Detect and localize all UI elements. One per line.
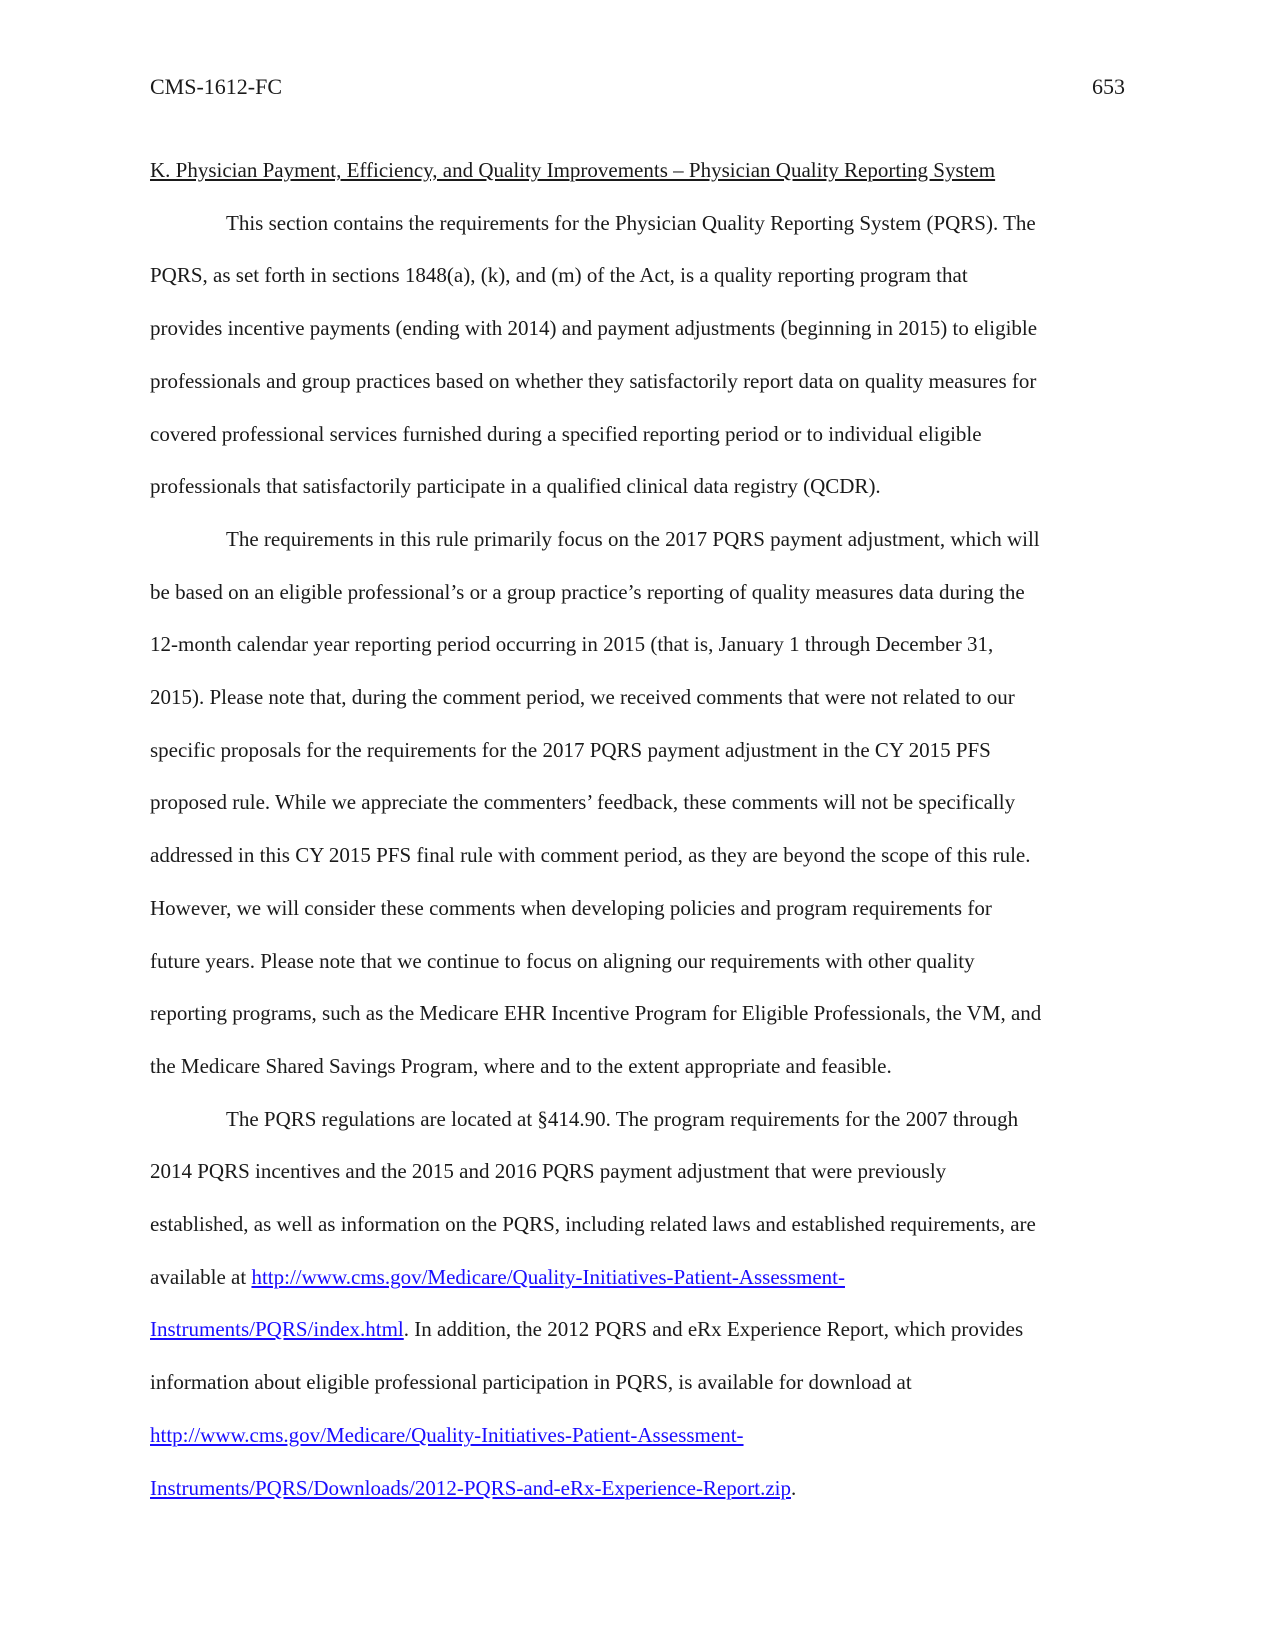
paragraph-line: established, as well as information on the PQRS, including related laws and established requirements, are xyxy=(150,1212,1036,1237)
paragraph-line: This section contains the requirements for the Physician Quality Reporting System (PQRS). The xyxy=(226,210,1036,235)
paragraph-text: . In addition, the 2012 PQRS and eRx Experience Report, which provides xyxy=(403,1317,1024,1342)
paragraph-line: addressed in this CY 2015 PFS final rule with comment period, as they are beyond the scope of this rule. xyxy=(150,843,1031,868)
paragraph-line: professionals that satisfactorily participate in a qualified clinical data registry (QCDR). xyxy=(150,474,881,499)
paragraph-line: be based on an eligible professional’s or a group practice’s reporting of quality measures data during the xyxy=(150,579,1025,604)
paragraph-line: However, we will consider these comments when developing policies and program requirements for xyxy=(150,895,992,920)
paragraph-line: PQRS, as set forth in sections 1848(a), (k), and (m) of the Act, is a quality reporting program that xyxy=(150,263,968,288)
paragraph-line xyxy=(150,1462,1125,1515)
paragraph-line: information about eligible professional participation in PQRS, is available for download at xyxy=(150,1370,912,1395)
paragraph-line: the Medicare Shared Savings Program, where and to the extent appropriate and feasible. xyxy=(150,1053,892,1078)
document-body xyxy=(150,144,1125,1514)
paragraph-line: The requirements in this rule primarily focus on the 2017 PQRS payment adjustment, which will xyxy=(226,526,1040,551)
paragraph-line: specific proposals for the requirements for the 2017 PQRS payment adjustment in the CY 2015 PFS xyxy=(150,737,991,762)
paragraph-text: . xyxy=(791,1475,797,1500)
paragraph-line xyxy=(150,1303,1125,1356)
paragraph-line: professionals and group practices based on whether they satisfactorily report data on quality measures for xyxy=(150,368,1037,393)
paragraph-line xyxy=(150,1409,1125,1462)
paragraph-line: The PQRS regulations are located at §414.90. The program requirements for the 2007 through xyxy=(226,1106,1019,1131)
paragraph-line: 2014 PQRS incentives and the 2015 and 2016 PQRS payment adjustment that were previously xyxy=(150,1159,947,1184)
page-number: 653 xyxy=(1092,74,1125,99)
section-heading: K. Physician Payment, Efficiency, and Quality Improvements – Physician Quality Reporting System xyxy=(150,158,996,182)
pqrs-index-link-part1[interactable]: http://www.cms.gov/Medicare/Quality-Initiatives-Patient-Assessment- xyxy=(251,1264,845,1289)
experience-report-link-part2[interactable]: Instruments/PQRS/Downloads/2012-PQRS-and-eRx-Experience-Report.zip xyxy=(150,1475,791,1500)
paragraph-line: future years. Please note that we continue to focus on aligning our requirements with other quality xyxy=(150,948,975,973)
paragraph-line xyxy=(150,1251,1125,1304)
paragraph-line: provides incentive payments (ending with 2014) and payment adjustments (beginning in 2015) to eligible xyxy=(150,316,1038,341)
paragraph-line: reporting programs, such as the Medicare EHR Incentive Program for Eligible Professionals, the VM, and xyxy=(150,1001,1042,1026)
paragraph-line: 12-month calendar year reporting period occurring in 2015 (that is, January 1 through December 31, xyxy=(150,632,994,657)
paragraph-line: 2015). Please note that, during the comment period, we received comments that were not related to our xyxy=(150,685,1015,710)
paragraph-line: covered professional services furnished during a specified reporting period or to individual eligible xyxy=(150,421,982,446)
pqrs-index-link-part2[interactable]: Instruments/PQRS/index.html xyxy=(150,1317,404,1342)
link-intro-text: available at xyxy=(150,1264,252,1289)
document-id: CMS-1612-FC xyxy=(150,74,283,99)
experience-report-link-part1[interactable]: http://www.cms.gov/Medicare/Quality-Initiatives-Patient-Assessment- xyxy=(150,1422,744,1447)
paragraph-line: proposed rule. While we appreciate the commenters’ feedback, these comments will not be specifically xyxy=(150,790,1016,815)
